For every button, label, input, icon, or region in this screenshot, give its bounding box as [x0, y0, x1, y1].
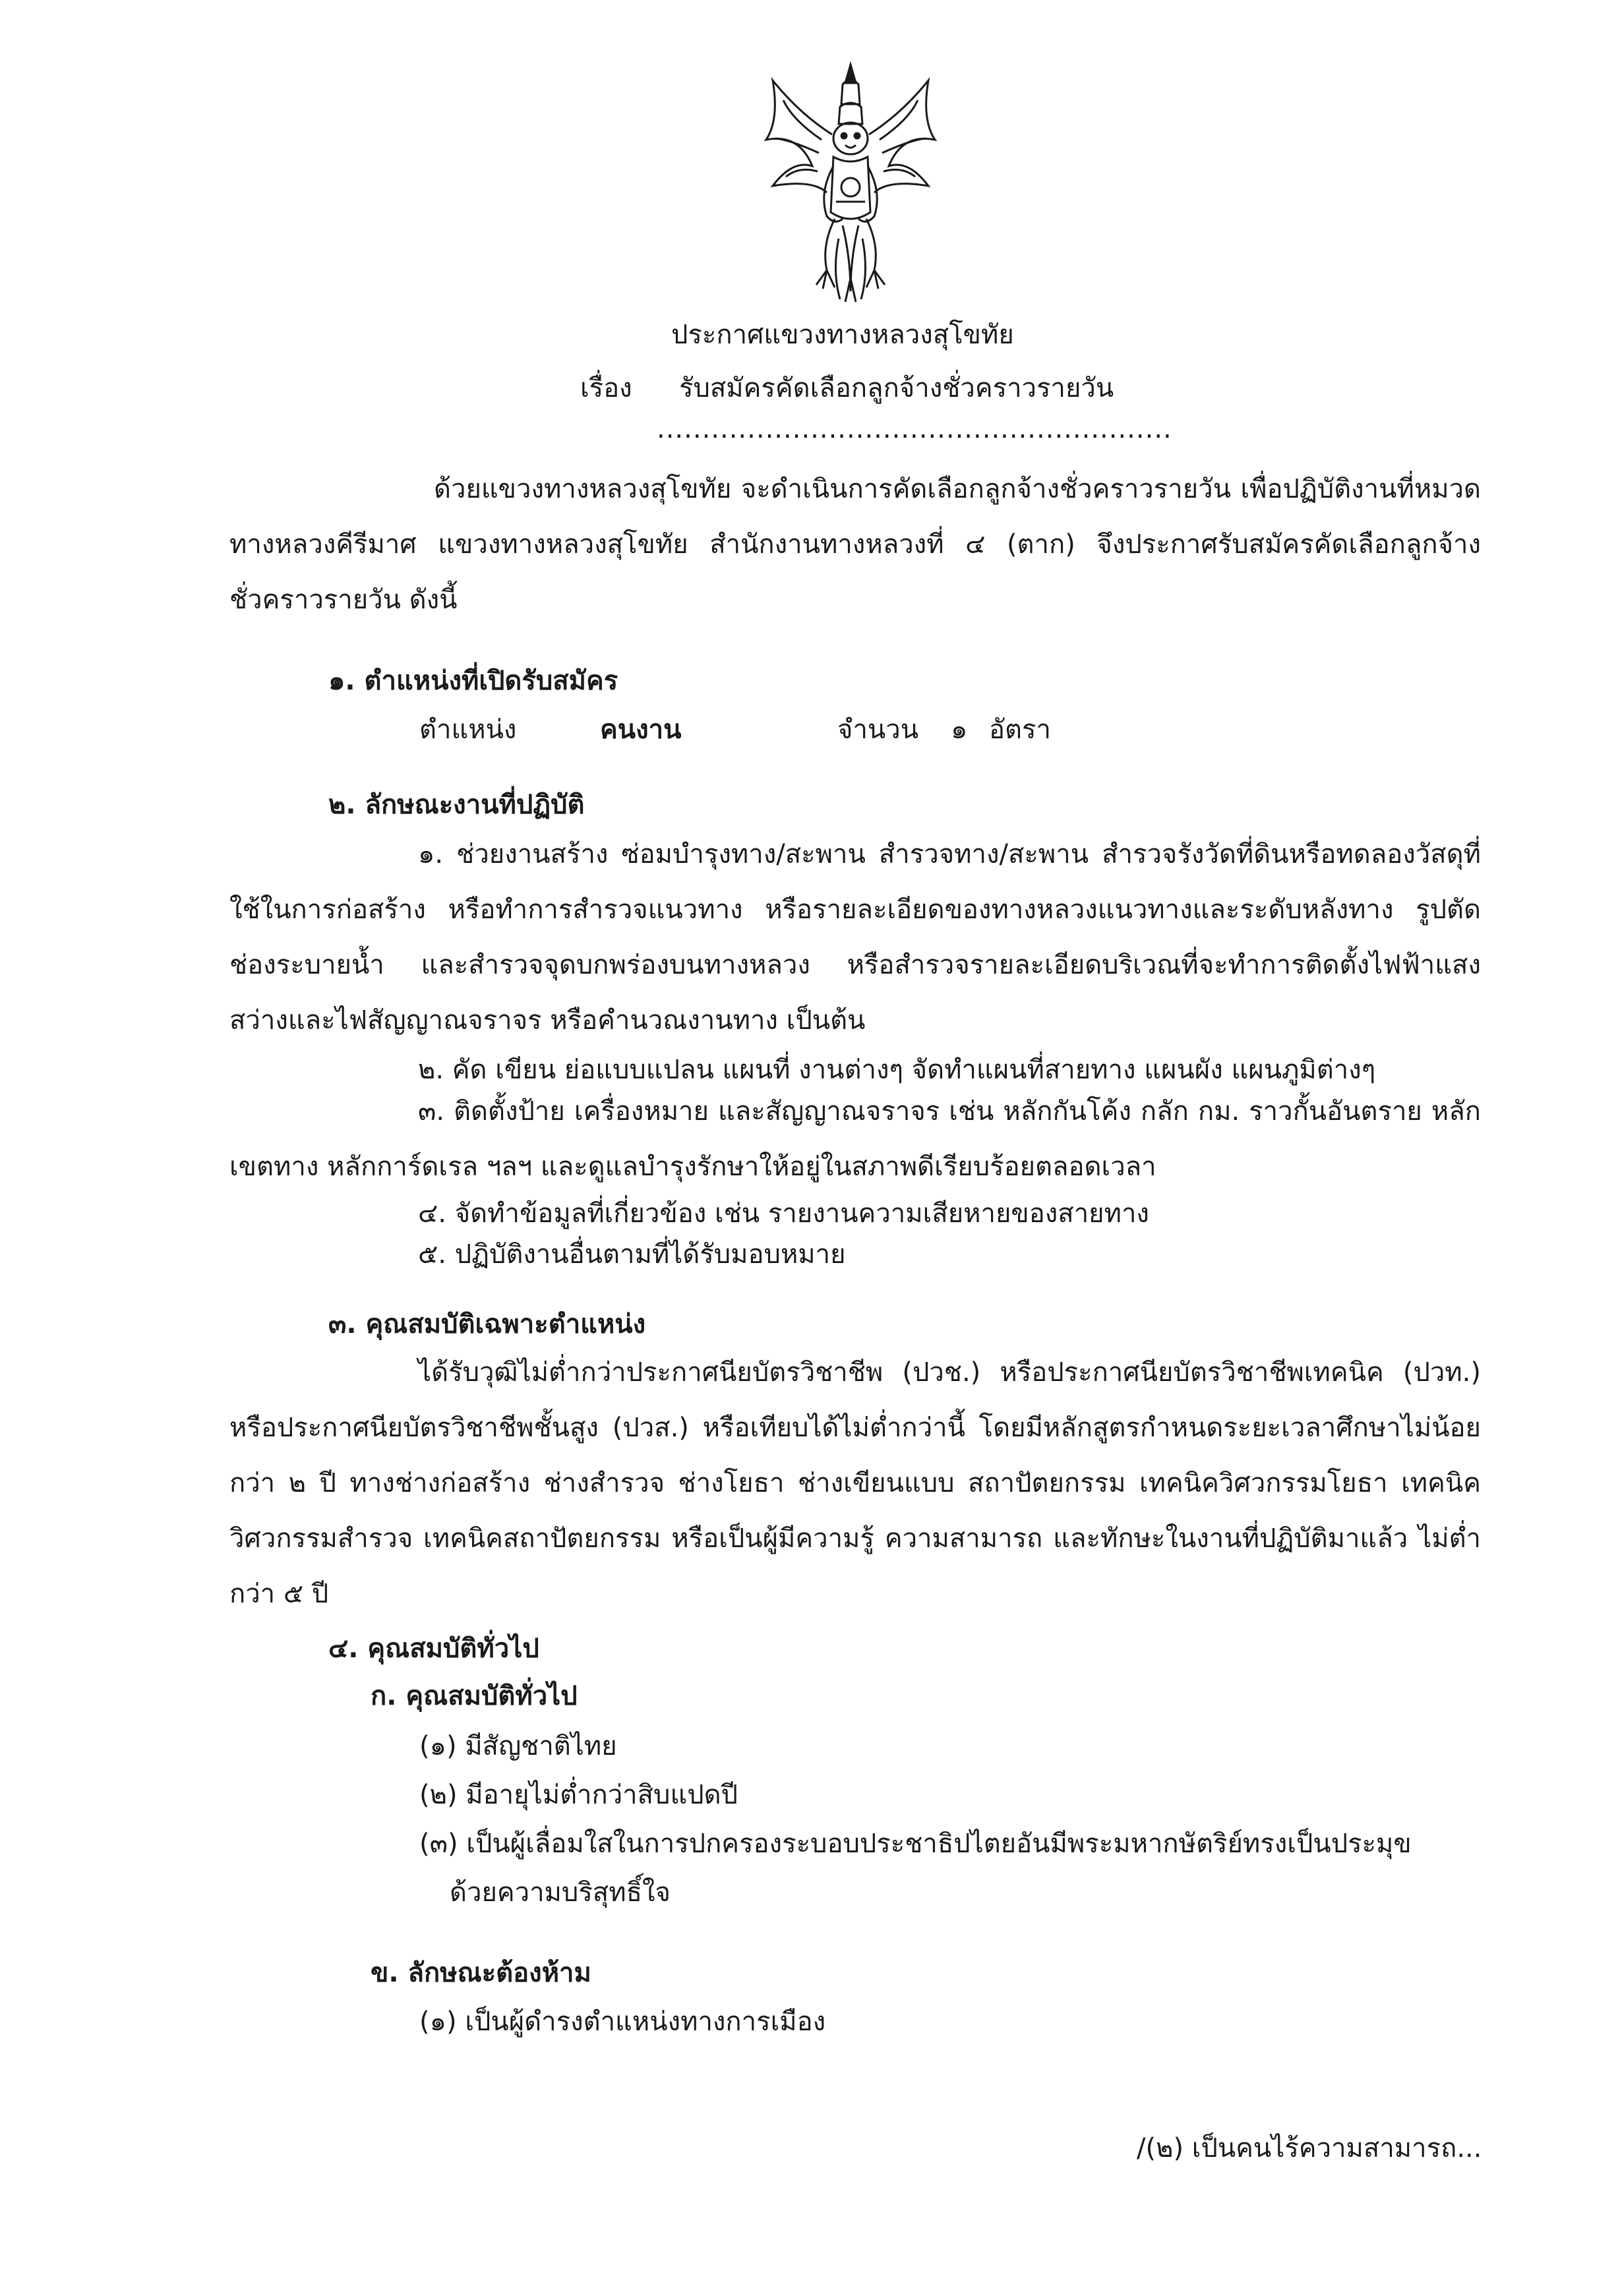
section-2-item-5: ๕. ปฏิบัติงานอื่นตามที่ได้รับมอบหมาย: [418, 1239, 846, 1270]
header-divider: .........................................................: [657, 414, 1172, 444]
section-2-item-1: ๑. ช่วยงานสร้าง ซ่อมบำรุงทาง/สะพาน สำรวจทาง/สะพาน สำรวจรังวัดที่ดินหรือทดลองวัสดุที่ใช้ในการก่อสร้าง หรือทำการสำรวจแนวทาง หรือรายละเอียดของทางหลวงแนวทางและระดับหลังทาง รูปตัดช่องระบายน้ำ และสำรวจจุดบกพร่องบนทางหลวง หรือสำรวจรายละเอียดบริเวณที่จะทำการติดตั้งไฟฟ้าแสงสว่างและไฟสัญญาณจราจร หรือคำนวณงานทาง เป็นต้น: [229, 839, 1481, 1036]
section-4b-heading: ข. ลักษณะต้องห้าม: [371, 1958, 591, 1988]
section-3-body: ได้รับวุฒิไม่ต่ำกว่าประกาศนียบัตรวิชาชีพ (ปวช.) หรือประกาศนียบัตรวิชาชีพเทคนิค (ปวท.) หรือประกาศนียบัตรวิชาชีพชั้นสูง (ปวส.) หรือเทียบได้ไม่ต่ำกว่านี้ โดยมีหลักสูตรกำหนดระยะเวลาศึกษาไม่น้อยกว่า ๒ ปี ทางช่างก่อสร้าง ช่างสำรวจ ช่างโยธา ช่างเขียนแบบ สถาปัตยกรรม เทคนิควิศวกรรมโยธา เทคนิควิศวกรรมสำรวจ เทคนิคสถาปัตยกรรม หรือเป็นผู้มีความรู้ ความสามารถ และทักษะในงานที่ปฏิบัติมาแล้ว ไม่ต่ำกว่า ๕ ปี: [229, 1357, 1481, 1609]
subject-text: รับสมัครคัดเลือกลูกจ้างชั่วคราวรายวัน: [679, 373, 1114, 403]
section-4a-item-2: (๒) มีอายุไม่ต่ำกว่าสิบแปดปี: [419, 1780, 738, 1810]
count-value: ๑: [951, 715, 968, 745]
section-3-heading: ๓. คุณสมบัติเฉพาะตำแหน่ง: [328, 1309, 646, 1339]
section-4a-item-3-cont: ด้วยความบริสุทธิ์ใจ: [450, 1877, 671, 1908]
section-4-heading: ๔. คุณสมบัติทั่วไป: [328, 1634, 539, 1664]
document-title: ประกาศแขวงทางหลวงสุโขทัย: [671, 320, 1014, 350]
section-4a-heading: ก. คุณสมบัติทั่วไป: [371, 1681, 578, 1711]
position-value: คนงาน: [600, 715, 682, 745]
count-unit: อัตรา: [989, 715, 1051, 745]
garuda-emblem-icon: [753, 61, 948, 305]
section-4a-item-1: (๑) มีสัญชาติไทย: [419, 1731, 617, 1761]
section-4a-item-3: (๓) เป็นผู้เลื่อมใสในการปกครองระบอบประชาธิปไตยอันมีพระมหากษัตริย์ทรงเป็นประมุข: [419, 1829, 1412, 1859]
continuation-note: /(๒) เป็นคนไร้ความสามารถ...: [1137, 2133, 1482, 2164]
section-2-item-3: ๓. ติดตั้งป้าย เครื่องหมาย และสัญญาณจราจร เช่น หลักกันโค้ง กลัก กม. ราวกั้นอันตราย หลักเขตทาง หลักการ์ดเรล ฯลฯ และดูแลบำรุงรักษาให้อยู่ในสภาพดีเรียบร้อยตลอดเวลา: [229, 1096, 1481, 1182]
subject-label: เรื่อง: [580, 373, 632, 403]
section-4b-item-1: (๑) เป็นผู้ดำรงตำแหน่งทางการเมือง: [419, 2007, 826, 2037]
section-2-heading: ๒. ลักษณะงานที่ปฏิบัติ: [328, 790, 585, 820]
count-label: จำนวน: [837, 715, 919, 745]
section-2-item-4: ๔. จัดทำข้อมูลที่เกี่ยวข้อง เช่น รายงานความเสียหายของสายทาง: [418, 1198, 1149, 1229]
intro-paragraph: ด้วยแขวงทางหลวงสุโขทัย จะดำเนินการคัดเลือกลูกจ้างชั่วคราวรายวัน เพื่อปฏิบัติงานที่หมวดทางหลวงคีรีมาศ แขวงทางหลวงสุโขทัย สำนักงานทางหลวงที่ ๔ (ตาก) จึงประกาศรับสมัครคัดเลือกลูกจ้างชั่วคราวรายวัน ดังนี้: [229, 474, 1481, 615]
section-1-heading: ๑. ตำแหน่งที่เปิดรับสมัคร: [328, 666, 618, 696]
section-2-item-2: ๒. คัด เขียน ย่อแบบแปลน แผนที่ งานต่างๆ จัดทำแผนที่สายทาง แผนผัง แผนภูมิต่างๆ: [418, 1055, 1376, 1085]
position-label: ตำแหน่ง: [419, 715, 517, 745]
